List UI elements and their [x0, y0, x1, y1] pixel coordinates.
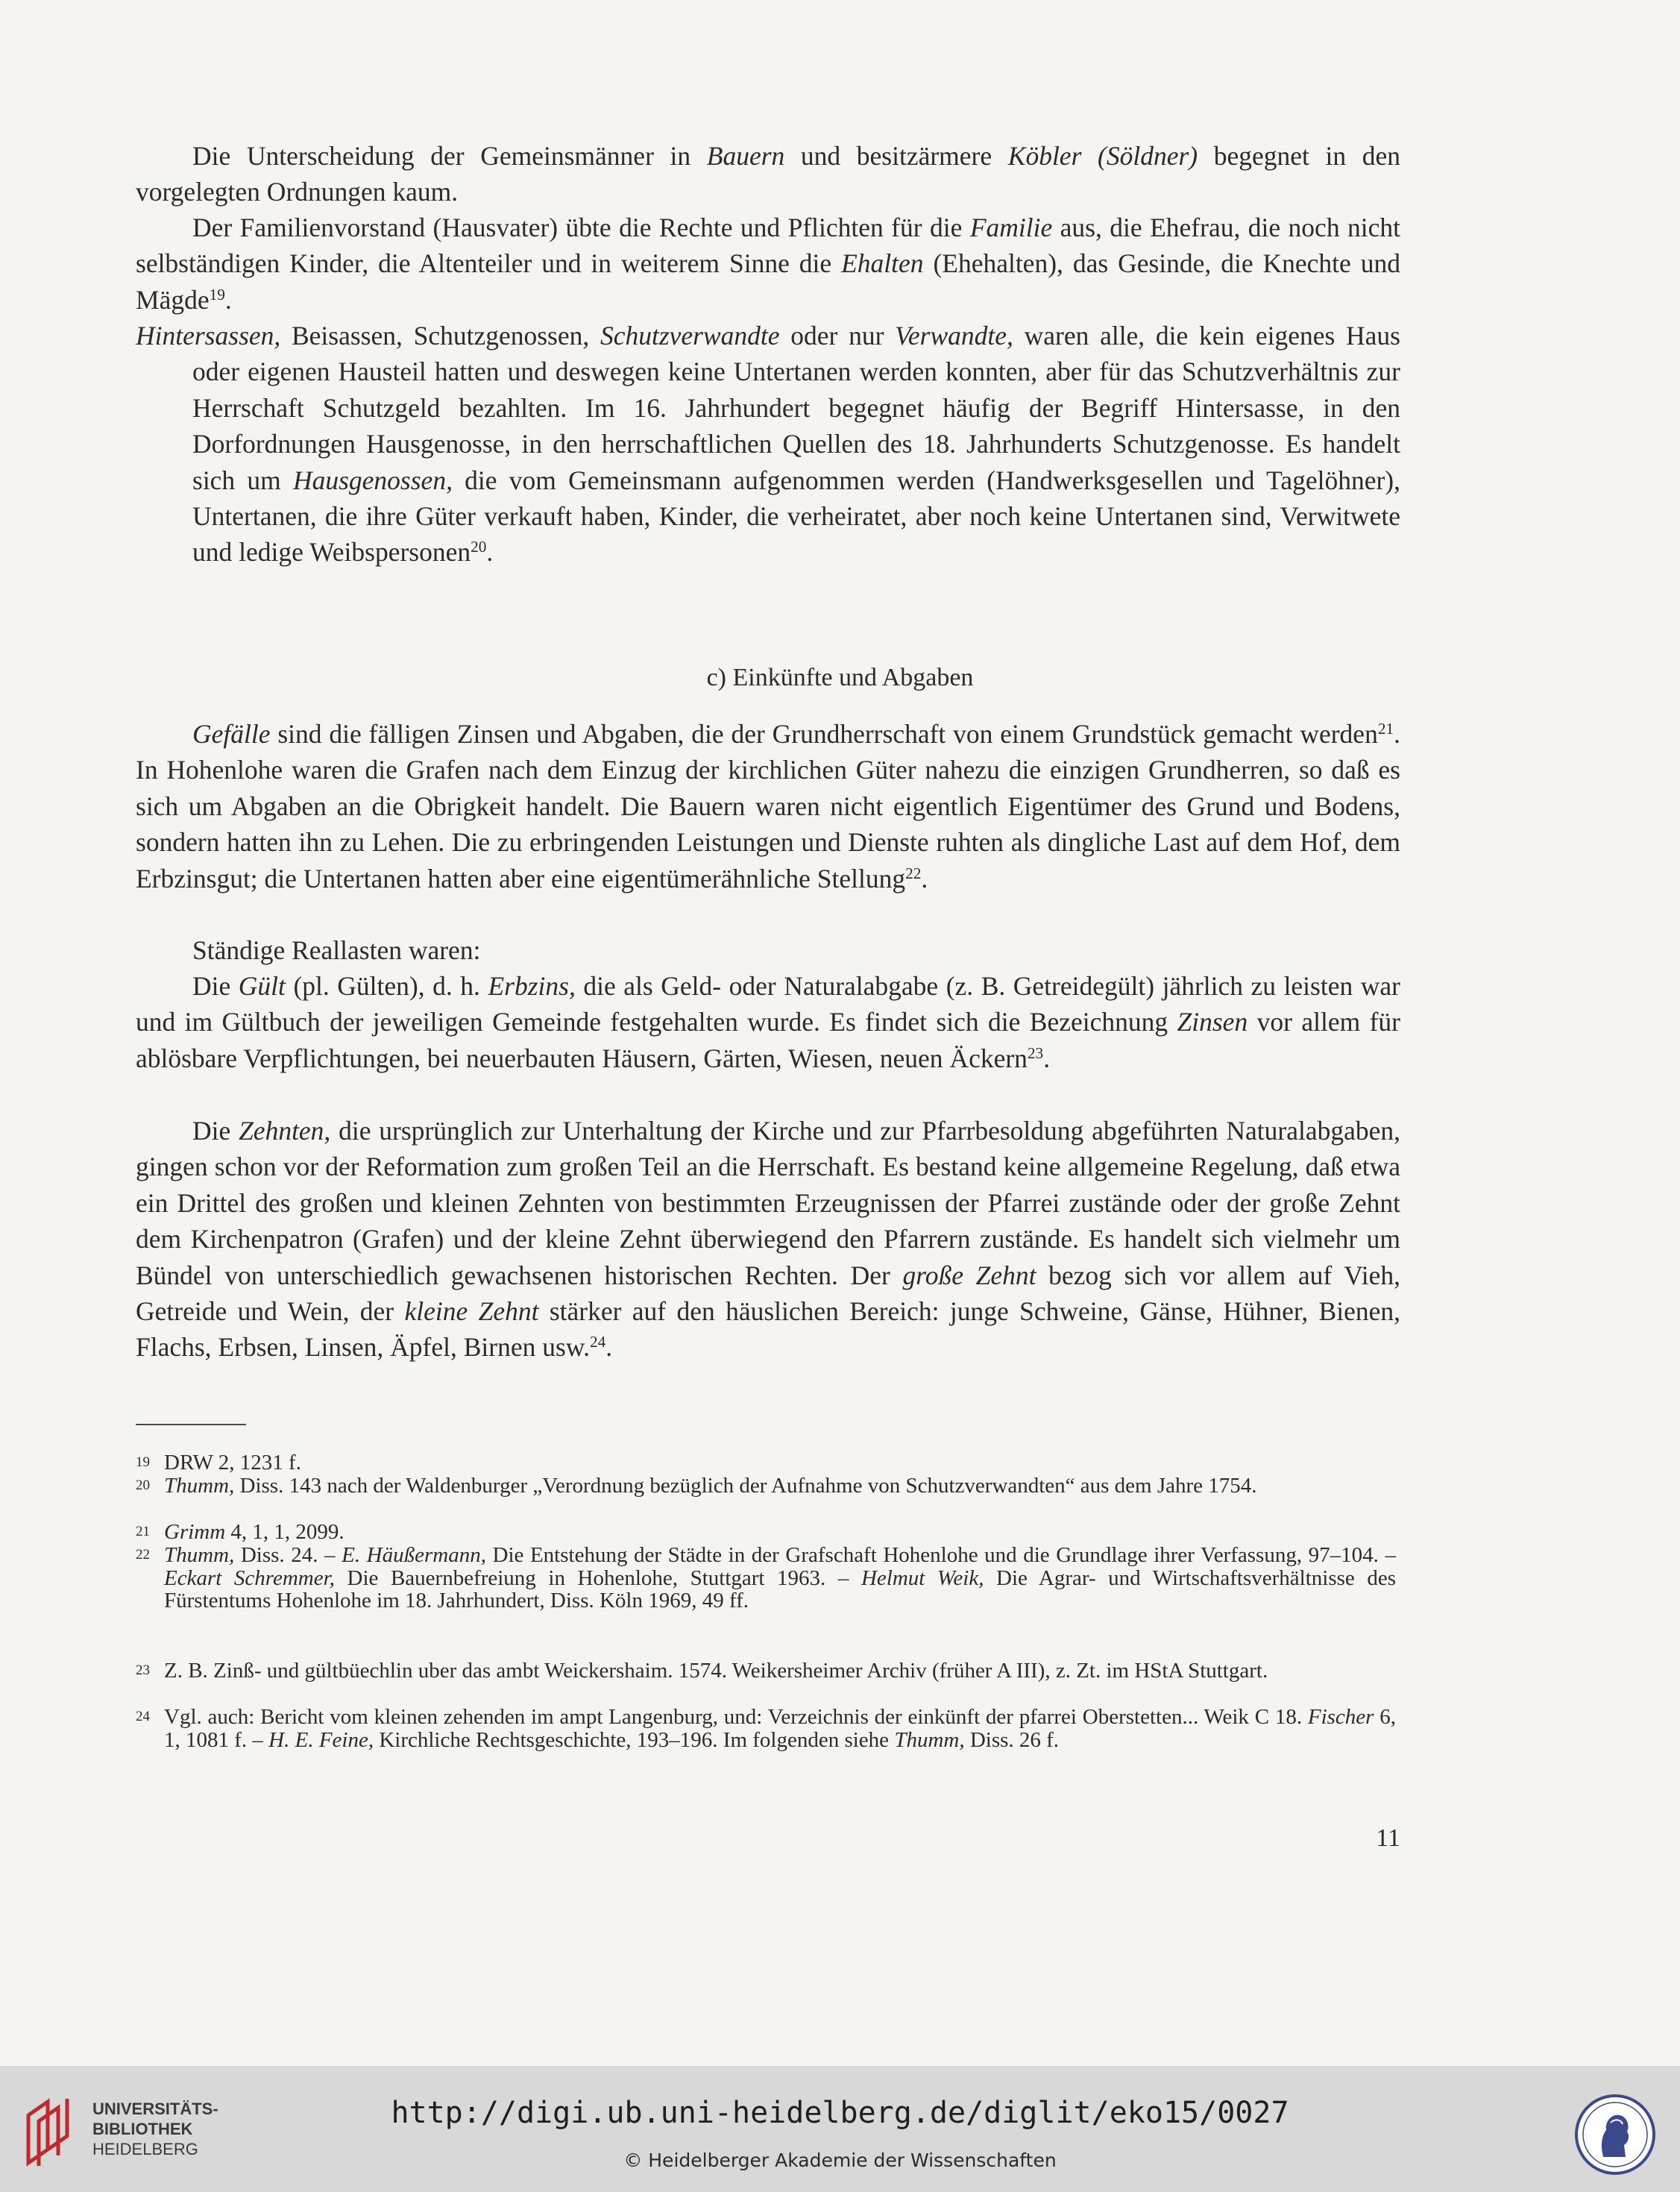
footnote-number: 20 [136, 1477, 150, 1493]
italic-term: Ehalten [841, 248, 924, 279]
paragraph-7: Die Zehnten, die ursprünglich zur Unterhaltung der Kirche und zur Pfarrbesoldung abgeführten Naturalabgaben, gingen schon vor der Reformation zum großen Teil an die Herrschaft. Es bestand keine allgemeine Regelung, daß etwa ein Drittel des großen und kleinen Zehnten von bestimmten Erzeugnissen der Pfarrei zustände oder der große Zehnt dem Kirchenpatron (Grafen) und der kleine Zehnt überwiegend den Pfarrern zustände. Es handelt sich vielmehr um Bündel von unterschiedlich gewachsenen historischen Rechten. Der große Zehnt bezog sich vor allem auf Vieh, Getreide und Wein, der kleine Zehnt stärker auf den häuslichen Bereich: junge Schweine, Gänse, Hühner, Bienen, Flachs, Erbsen, Linsen, Äpfel, Birnen usw.$^{24}$. [136, 1116, 1401, 1363]
page-number: 11 [1376, 1824, 1400, 1852]
logo-line: HEIDELBERG [92, 2140, 198, 2158]
footnote-reference[interactable]: 21 [1377, 720, 1394, 738]
logo-line: UNIVERSITÄTS- [92, 2100, 218, 2118]
copyright-notice: © Heidelberger Akademie der Wissenschaften [623, 2149, 1057, 2171]
footnote-number: 22 [136, 1547, 150, 1563]
paragraph-1: Die Unterscheidung der Gemeinsmänner in Bauern und besitzärmere Köbler (Söldner) begegnet in den vorgelegten Ordnungen kaum. [136, 141, 1400, 207]
italic-term: Erbzins, [488, 971, 576, 1001]
paragraph-4: Gefälle sind die fälligen Zinsen und Abgaben, die der Grundherrschaft von einem Grundstück gemacht werden$^{21}$. In Hohenlohe waren die Grafen nach dem Einzug der kirchlichen Güter nahezu die einzigen Grundherren, so daß es sich um Abgaben an die Obrigkeit handelt. Die Bauern waren nicht eigentlich Eigentümer des Grund und Bodens, sondern hatten ihn zu Lehen. Die zu erbringenden Leistungen und Dienste ruhten als dingliche Last auf dem Hof, dem Erbzinsgut; die Untertanen hatten aber eine eigentümerähnliche Stellung$^{22}$. [136, 719, 1400, 894]
italic-term: Schutzverwandte [600, 321, 780, 351]
italic-term: Gült [238, 971, 286, 1001]
footnote-text: Thumm, Diss. 24. – E. Häußermann, Die Entstehung der Städte in der Grafschaft Hohenlohe und die Grundlage ihrer Verfassung, 97–104. – Eckart Schremmer, Die Bauernbefreiung in Hohenlohe, Stuttgart 1963. – Helmut Weik, Die Agrar- und Wirtschaftsverhältnisse des Fürstentums Hohenlohe im 18. Jahrhundert, Diss. Köln 1969, 49 ff. [164, 1543, 1396, 1613]
paragraph-3: Hintersassen, Beisassen, Schutzgenossen, Schutzverwandte oder nur Verwandte, waren alle, die kein eigenes Haus oder eigenen Hausteil hatten und deswegen keine Untertanen werden konnten, aber für das Schutzverhältnis zur Herrschaft Schutzgeld bezahlten. Im 16. Jahrhundert begegnet häufig der Begriff Hintersasse, in den Dorfordnungen Hausgenosse, in den herrschaftlichen Quellen des 18. Jahrhunderts Schutzgenosse. Es handelt sich um Hausgenossen, die vom Gemeinsmann aufgenommen werden (Handwerksgesellen und Tagelöhner), Untertanen, die ihre Güter verkauft haben, Kinder, die verheiratet, aber noch keine Untertanen sind, Verwitwete und ledige Weibspersonen$^{20}$. [136, 321, 1400, 568]
paragraph-6: Die Gült (pl. Gülten), d. h. Erbzins, die als Geld- oder Naturalabgabe (z. B. Getreidegült) jährlich zu leisten war und im Gültbuch der jeweiligen Gemeinde festgehalten wurde. Es findet sich die Bezeichnung Zinsen vor allem für ablösbare Verpflichtungen, bei neuerbauten Häusern, Gärten, Wiesen, neuen Äckern$^{23}$. [136, 971, 1400, 1073]
footnote-text: Grimm 4, 1, 1, 2099. [164, 1520, 345, 1544]
italic-term: Eckart Schremmer, [164, 1566, 335, 1590]
footnote [136, 1659, 1400, 1686]
italic-term: Bauern [706, 141, 785, 171]
footnote-reference[interactable]: 23 [1027, 1043, 1044, 1062]
italic-term: große Zehnt [902, 1260, 1036, 1290]
italic-term: Hausgenossen, [292, 465, 453, 495]
viewer-footer-bar [0, 2066, 1680, 2192]
italic-term: Fischer [1307, 1705, 1374, 1729]
footnote-text: Z. B. Zinß- und gültbüechlin uber das ambt Weickershaim. 1574. Weikersheimer Archiv (früher A III), z. Zt. im HStA Stuttgart. [164, 1659, 1268, 1683]
italic-term: Thumm, [164, 1543, 235, 1567]
italic-term: Zehnten, [239, 1116, 331, 1146]
italic-term: Verwandte, [895, 321, 1013, 351]
italic-term: Köbler (Söldner) [1007, 141, 1198, 171]
italic-term: kleine Zehnt [404, 1296, 539, 1327]
italic-term: Familie [969, 213, 1053, 242]
italic-term: Gefälle [192, 719, 271, 749]
academy-seal-icon [1573, 2093, 1657, 2176]
footnote-number: 23 [136, 1662, 150, 1678]
italic-term: H. E. Feine, [268, 1727, 374, 1752]
italic-term: Hintersassen, [136, 321, 281, 351]
footnote [136, 1475, 1400, 1501]
section-heading: c) Einkünfte und Abgaben [706, 664, 974, 691]
footnote-number: 21 [136, 1524, 150, 1539]
footnote-text: DRW 2, 1231 f. [164, 1451, 301, 1475]
paragraph-2: Der Familienvorstand (Hausvater) übte die Rechte und Pflichten für die Familie aus, die Ehefrau, die noch nicht selbständigen Kinder, die Altenteiler und in weiterem Sinne die Ehalten (Ehehalten), das Gesinde, die Knechte und Mägde$^{19}$. [136, 213, 1400, 315]
footnote-text: Thumm, Diss. 143 nach der Waldenburger „Verordnung bezüglich der Aufnahme von Schutzverwandten“ aus dem Jahre 1754. [164, 1474, 1257, 1498]
footnote-text: Vgl. auch: Bericht vom kleinen zehenden im ampt Langenburg, und: Verzeichnis der einkünft der pfarrei Oberstetten... Weik C 18. Fischer 6, 1, 1081 f. – H. E. Feine, Kirchliche Rechtsgeschichte, 193–196. Im folgenden siehe Thumm, Diss. 26 f. [164, 1705, 1397, 1752]
footnote-number: 19 [136, 1454, 150, 1470]
footnote-reference[interactable]: 22 [905, 864, 922, 882]
italic-term: Grimm [164, 1520, 226, 1544]
footnote-reference[interactable]: 20 [471, 538, 487, 556]
italic-term: Zinsen [1177, 1007, 1248, 1037]
footnote [136, 1544, 1400, 1612]
italic-term: Helmut Weik, [861, 1566, 984, 1590]
logo-line: BIBLIOTHEK [92, 2120, 193, 2138]
footnote [136, 1706, 1400, 1751]
footnote-reference[interactable]: 19 [209, 285, 225, 304]
paragraph-5: Ständige Reallasten waren: [192, 935, 481, 965]
footnote-reference[interactable]: 24 [589, 1333, 606, 1351]
permalink-url[interactable]: http://digi.ub.uni-heidelberg.de/diglit/eko15/0027 [391, 2096, 1289, 2130]
italic-term: E. Häußermann, [342, 1543, 486, 1567]
footnote-separator [136, 1424, 246, 1425]
italic-term: Thumm, [894, 1727, 965, 1752]
italic-term: Thumm, [164, 1474, 235, 1498]
footnote-number: 24 [136, 1709, 150, 1724]
